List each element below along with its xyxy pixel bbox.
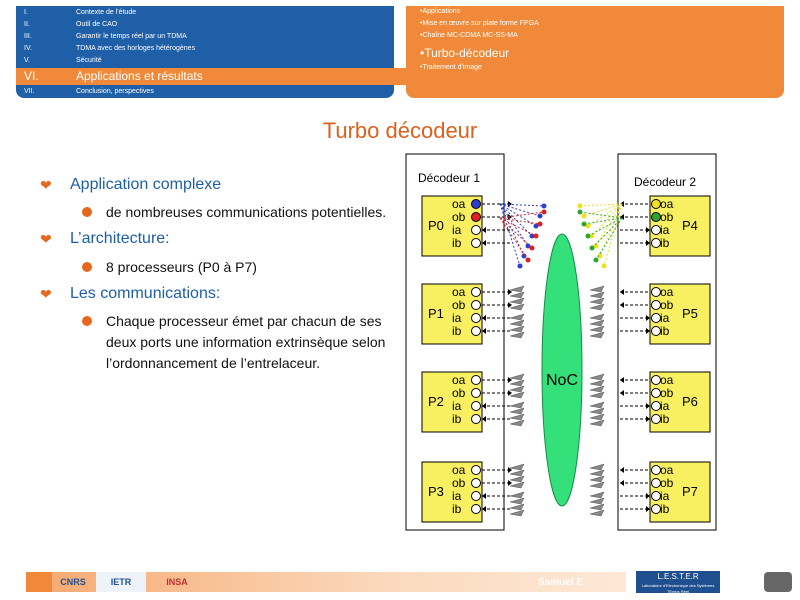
gray-arrow-cluster — [590, 326, 604, 332]
yellow-fan-arrow-head — [602, 264, 607, 269]
toc-item-active[interactable]: VI. Applications et résultats — [16, 68, 412, 85]
gray-arrow-cluster — [590, 476, 604, 482]
port-connector — [472, 226, 481, 235]
footer — [0, 568, 800, 600]
port-connector — [472, 479, 481, 488]
port-label: oa — [452, 285, 466, 299]
gray-arrow-cluster — [590, 374, 604, 380]
gray-arrow-cluster — [590, 392, 604, 398]
gray-arrow-cluster — [590, 402, 604, 408]
arrow-head — [508, 480, 512, 486]
gray-arrow-cluster — [510, 380, 524, 386]
gray-arrow-cluster — [510, 498, 524, 504]
port-connector — [652, 239, 661, 248]
gray-arrow-cluster — [510, 408, 524, 414]
subsection-item-active[interactable]: •Turbo-décodeur — [420, 46, 510, 60]
red-fan-arrow-head — [534, 234, 539, 239]
arrow-head — [508, 390, 512, 396]
red-fan-arrow-head — [530, 246, 535, 251]
port-connector — [472, 376, 481, 385]
gray-arrow-cluster — [590, 380, 604, 386]
green-fan-arrow-head — [594, 258, 599, 263]
footer-accent — [26, 572, 52, 592]
processor-label: P7 — [682, 484, 698, 499]
gray-arrow-cluster — [510, 510, 524, 516]
gray-arrow-cluster — [510, 314, 524, 320]
port-label: oa — [660, 373, 674, 387]
port-label: oa — [452, 197, 466, 211]
gray-arrow-cluster — [590, 304, 604, 310]
port-label: ib — [660, 236, 670, 250]
heart-bullet-icon: ❤ — [40, 177, 52, 193]
green-fan-arrow-head — [586, 234, 591, 239]
yellow-fan-arrow — [580, 204, 622, 206]
port-connector — [652, 505, 661, 514]
gray-arrow-cluster — [590, 492, 604, 498]
gray-arrow-cluster — [590, 298, 604, 304]
port-connector — [472, 314, 481, 323]
port-label: oa — [660, 285, 674, 299]
turbo-decoder-diagram — [404, 150, 734, 536]
gray-arrow-cluster — [590, 408, 604, 414]
gray-arrow-cluster — [510, 414, 524, 420]
blue-fan-arrow-head — [538, 214, 543, 219]
dot-bullet-icon — [82, 207, 92, 217]
port-connector — [472, 466, 481, 475]
gray-arrow-cluster — [510, 320, 524, 326]
green-fan-arrow — [584, 218, 622, 224]
gray-arrow-cluster — [510, 374, 524, 380]
port-connector — [652, 402, 661, 411]
insa-logo: INSA — [166, 577, 188, 587]
gray-arrow-cluster — [510, 482, 524, 488]
port-label: ia — [660, 223, 670, 237]
processor-label: P0 — [428, 218, 444, 233]
port-connector — [472, 492, 481, 501]
port-connector — [652, 466, 661, 475]
port-label: ob — [452, 298, 466, 312]
processor-label: P6 — [682, 394, 698, 409]
port-connector — [652, 492, 661, 501]
blue-fan-arrow-head — [518, 264, 523, 269]
port-label: ib — [452, 502, 462, 516]
decoder2-label: Décodeur 2 — [634, 175, 697, 189]
red-fan-arrow-head — [538, 222, 543, 227]
port-connector — [472, 389, 481, 398]
gray-arrow-cluster — [510, 464, 524, 470]
gray-arrow-cluster — [590, 332, 604, 338]
noc-ellipse — [542, 234, 582, 506]
port-connector — [472, 327, 481, 336]
port-label: ia — [660, 399, 670, 413]
gray-arrow-cluster — [510, 402, 524, 408]
port-label: ob — [660, 386, 674, 400]
dot-bullet-icon — [82, 262, 92, 272]
subsection-item[interactable]: •Applications — [420, 8, 461, 15]
port-connector — [472, 301, 481, 310]
gray-arrow-cluster — [590, 414, 604, 420]
gray-arrow-cluster — [590, 510, 604, 516]
port-connector — [652, 314, 661, 323]
subsection-panel — [406, 6, 784, 98]
port-connector — [652, 479, 661, 488]
gray-arrow-cluster — [590, 386, 604, 392]
gray-arrow-cluster — [590, 498, 604, 504]
port-label: ia — [452, 399, 462, 413]
gray-arrow-cluster — [510, 492, 524, 498]
gray-arrow-cluster — [590, 314, 604, 320]
table-of-contents: I. Contexte de l'étude II. Outil de CAO III. Garantir le temps réel par un TDMA IV. TDMA avec des horloges hétérogènes V. Sécurité VI. Applications et résultats VII. Conclusion, perspectives — [16, 6, 394, 98]
port-label: ob — [452, 386, 466, 400]
port-connector — [472, 402, 481, 411]
port-label: ib — [660, 502, 670, 516]
gray-arrow-cluster — [510, 470, 524, 476]
gray-arrow-cluster — [510, 292, 524, 298]
gray-arrow-cluster — [510, 420, 524, 426]
footer-author: Samuel E — [538, 577, 584, 588]
port-label: oa — [660, 463, 674, 477]
gray-arrow-cluster — [510, 476, 524, 482]
blue-fan-arrow-head — [542, 204, 547, 209]
port-connector — [472, 200, 481, 209]
port-label: ib — [660, 412, 670, 426]
gray-arrow-cluster — [590, 320, 604, 326]
port-connector — [652, 389, 661, 398]
port-connector — [652, 415, 661, 424]
gray-arrow-cluster — [590, 286, 604, 292]
port-label: oa — [660, 197, 674, 211]
ietr-logo: IETR — [96, 572, 146, 592]
gray-arrow-cluster — [590, 504, 604, 510]
gray-arrow-cluster — [510, 392, 524, 398]
gray-arrow-cluster — [510, 504, 524, 510]
yellow-fan-arrow-head — [578, 204, 583, 209]
port-label: oa — [452, 463, 466, 477]
red-fan-arrow-head — [542, 210, 547, 215]
port-connector — [472, 505, 481, 514]
cnrs-logo: CNRS — [60, 577, 86, 587]
yellow-fan-arrow-head — [582, 214, 587, 219]
port-connector — [472, 239, 481, 248]
gray-arrow-cluster — [510, 298, 524, 304]
port-label: ib — [452, 236, 462, 250]
gray-arrow-cluster — [590, 470, 604, 476]
heart-bullet-icon: ❤ — [40, 286, 52, 302]
slide-title: Turbo décodeur — [322, 118, 478, 143]
port-label: ia — [660, 311, 670, 325]
gray-arrow-cluster — [510, 326, 524, 332]
port-connector — [652, 288, 661, 297]
gray-arrow-cluster — [510, 304, 524, 310]
nav-button[interactable] — [764, 572, 792, 592]
processor-label: P1 — [428, 306, 444, 321]
arrow-head — [508, 302, 512, 308]
port-connector — [652, 301, 661, 310]
port-label: oa — [452, 373, 466, 387]
port-label: ob — [452, 476, 466, 490]
subsection-item[interactable]: •Mise en œuvre sur plate forme FPGA — [420, 20, 539, 27]
port-label: ob — [660, 210, 674, 224]
port-connector — [472, 213, 481, 222]
gray-arrow-cluster — [590, 420, 604, 426]
port-connector — [652, 226, 661, 235]
port-label: ib — [452, 412, 462, 426]
gray-arrow-cluster — [510, 332, 524, 338]
gray-arrow-cluster — [510, 386, 524, 392]
blue-fan-arrow — [500, 204, 544, 206]
subsection-item[interactable]: •Chaîne MC-CDMA MC-SS-MA — [420, 32, 518, 39]
port-label: ob — [660, 298, 674, 312]
port-label: ia — [452, 489, 462, 503]
port-label: ob — [660, 476, 674, 490]
gray-arrow-cluster — [590, 482, 604, 488]
port-label: ib — [660, 324, 670, 338]
port-label: ob — [452, 210, 466, 224]
lester-logo: L.E.S.T.E.R Laboratoire d'Electronique des Systèmes TEmps Réel — [636, 571, 720, 593]
processor-label: P5 — [682, 306, 698, 321]
subsection-item[interactable]: •Traitement d'image — [420, 64, 482, 71]
red-fan-arrow-head — [526, 258, 531, 263]
port-connector — [472, 415, 481, 424]
green-fan-arrow-head — [582, 222, 587, 227]
port-label: ia — [452, 311, 462, 325]
dot-bullet-icon — [82, 316, 92, 326]
green-fan-arrow-head — [578, 210, 583, 215]
port-connector — [652, 327, 661, 336]
port-connector — [472, 288, 481, 297]
port-label: ib — [452, 324, 462, 338]
heart-bullet-icon: ❤ — [40, 231, 52, 247]
processor-label: P3 — [428, 484, 444, 499]
port-label: ia — [452, 223, 462, 237]
green-fan-arrow-head — [590, 246, 595, 251]
port-connector — [652, 376, 661, 385]
noc-label: NoC — [545, 372, 579, 389]
port-label: ia — [660, 489, 670, 503]
gray-arrow-cluster — [590, 292, 604, 298]
processor-label: P4 — [682, 218, 698, 233]
gray-arrow-cluster — [510, 286, 524, 292]
gray-arrow-cluster — [590, 464, 604, 470]
processor-label: P2 — [428, 394, 444, 409]
decoder1-label: Décodeur 1 — [418, 171, 481, 185]
port-connector — [652, 213, 661, 222]
port-connector — [652, 200, 661, 209]
